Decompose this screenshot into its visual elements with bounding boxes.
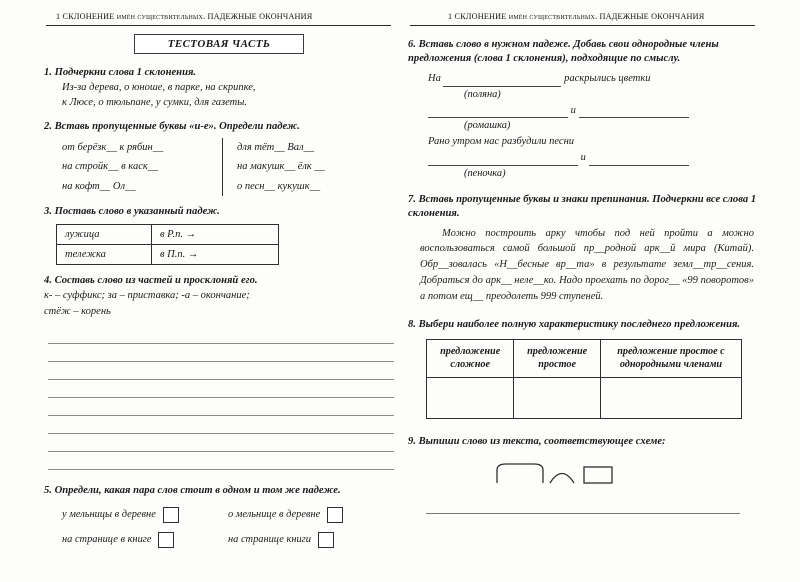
checkbox-icon[interactable] [327,507,343,523]
task-4 [44,274,394,470]
task-2-word-grid [44,138,394,196]
task-7 [408,193,758,304]
task-2-item[interactable]: на макушк__ ёлк __ [237,161,325,173]
task-2-heading: 2. Вставь пропущенные буквы «и-е». Определи падеж. [44,120,300,132]
task-5-option-label: о мельнице в деревне [228,509,321,521]
task-8-answer-cell[interactable] [514,377,601,418]
task-2-column-1 [62,138,214,196]
task-8-answer-cell[interactable] [427,377,514,418]
task-5-option[interactable] [62,532,228,548]
task-1-line-1: Из-за дерева, о юноше, в парке, на скрипке, [62,82,256,94]
left-column [44,34,394,557]
table-row [427,377,742,418]
task-7-heading: 7. Вставь пропущенные буквы и знаки препинания. Подчеркни все слова 1 склонения. [408,194,757,220]
task-6-line-4[interactable] [428,150,758,166]
scheme-icon [494,461,620,487]
task-7-text-body: Можно построить арку чтобы под ней пройти а можно воспользоваться самой большой пр__родной арк__й мира (Китай). Обр__зовалась «Н__бесные вр__та» в результате земл__тр__сения. Добраться до арк__ неле__ко. Надо проехать по дорог__ «99 поворотов» а потом ещ__ преодолеть 999 ступеней. [420,227,754,302]
task-6-hint-3: (пеночка) [464,167,506,179]
task-8-column-header: предложение простое с однородными членами [600,339,741,377]
task-5-option-label: на странице книги [228,534,311,546]
section-banner: ТЕСТОВАЯ ЧАСТЬ [134,34,304,54]
task-9 [408,435,758,514]
task-8 [408,318,758,419]
task-6-conjunction: и [570,104,576,116]
task-4-answer-area[interactable] [48,326,394,470]
word-structure-scheme [494,457,758,487]
task-8-heading: 8. Выбери наиболее полную характеристику последнего предложения. [408,319,741,331]
task-3 [44,205,394,265]
blank-field[interactable] [579,117,689,118]
writing-line[interactable] [48,326,394,344]
writing-line[interactable] [48,362,394,380]
writing-line[interactable] [48,380,394,398]
running-head-right: 1 СКЛОНЕНИЕ имён существительных. ПАДЕЖНЫЕ ОКОНЧАНИЯ [448,12,705,21]
task-5-option-label: на странице в книге [62,534,152,546]
task-2-item[interactable]: о песн__ кукушк__ [237,180,321,192]
checkbox-icon[interactable] [158,532,174,548]
header-rule-right [410,25,755,26]
task-6-hint-1: (поляна) [464,89,501,101]
task-5-options-row-1 [44,507,394,523]
blank-field[interactable] [443,86,561,87]
task-3-word: лужица [57,225,152,245]
task-1-line-2: к Люсе, о тюльпане, у сумки, для газеты. [62,97,247,109]
task-1-heading: 1. Подчеркни слова 1 склонения. [44,67,197,78]
task-6-line-3: Рано утром нас разбудили песни [428,136,575,148]
checkbox-icon[interactable] [163,507,179,523]
task-3-word: тележка [57,245,152,265]
task-5-option[interactable] [228,507,394,523]
task-6-line-2[interactable] [428,103,758,119]
task-4-line-1: к- – суффикс; за – приставка; -а – окончание; [44,290,250,302]
task-6 [408,38,758,181]
header-rule-left [46,25,391,26]
task-5-options-row-2 [44,532,394,548]
checkbox-icon[interactable] [318,532,334,548]
task-5-heading: 5. Определи, какая пара слов стоит в одном и том же падеже. [44,484,341,496]
task-8-column-header: предложение сложное [427,339,514,377]
task-8-column-header: предложение простое [514,339,601,377]
task-5-option[interactable] [62,507,228,523]
task-3-heading: 3. Поставь слово в указанный падеж. [44,206,220,218]
writing-line[interactable] [48,344,394,362]
task-3-case[interactable]: в П.п. → [152,245,279,265]
task-6-answer-area [408,71,758,181]
running-head-left: 1 СКЛОНЕНИЕ имён существительных. ПАДЕЖНЫЕ ОКОНЧАНИЯ [56,12,313,21]
task-6-line-1[interactable] [428,71,758,87]
blank-field[interactable] [589,165,689,166]
task-9-answer-line[interactable] [426,497,740,514]
task-2-item[interactable]: на кофт__ Ол__ [62,180,136,192]
task-6-suffix: раскрылись цветки [564,73,651,85]
task-6-hint-2: (ромашка) [464,120,511,132]
task-3-table [56,224,279,265]
task-3-case[interactable]: в Р.п. → [152,225,279,245]
task-5-option[interactable] [228,532,394,548]
right-column [408,34,758,523]
task-8-answer-cell[interactable] [600,377,741,418]
task-1 [44,66,394,111]
writing-line[interactable] [48,398,394,416]
task-6-conjunction-2: и [580,151,586,163]
writing-line[interactable] [48,452,394,470]
task-6-prefix: На [428,73,441,85]
writing-line[interactable] [48,416,394,434]
task-2-column-2 [222,138,389,196]
task-2-item[interactable]: для тёт__ Вал__ [237,141,315,153]
task-8-table [426,339,742,419]
table-header-row [427,339,742,377]
task-4-heading: 4. Составь слово из частей и просклоняй его. [44,275,258,287]
task-7-text[interactable] [408,226,758,305]
task-6-heading: 6. Вставь слово в нужном падеже. Добавь свои однородные члены предложения (слова 1 склонения), подходящие по смыслу. [408,39,719,65]
task-2 [44,120,394,196]
task-4-line-2: стёж – корень [44,305,111,317]
task-5-option-label: у мельницы в деревне [62,509,156,521]
table-row [57,245,279,265]
task-5 [44,484,394,548]
table-row [57,225,279,245]
task-2-item[interactable]: от берёзк__ к рябин__ [62,141,164,153]
task-9-heading: 9. Выпиши слово из текста, соответствующее схеме: [408,435,666,447]
task-2-item[interactable]: на стройк__ в каск__ [62,161,159,173]
writing-line[interactable] [48,434,394,452]
